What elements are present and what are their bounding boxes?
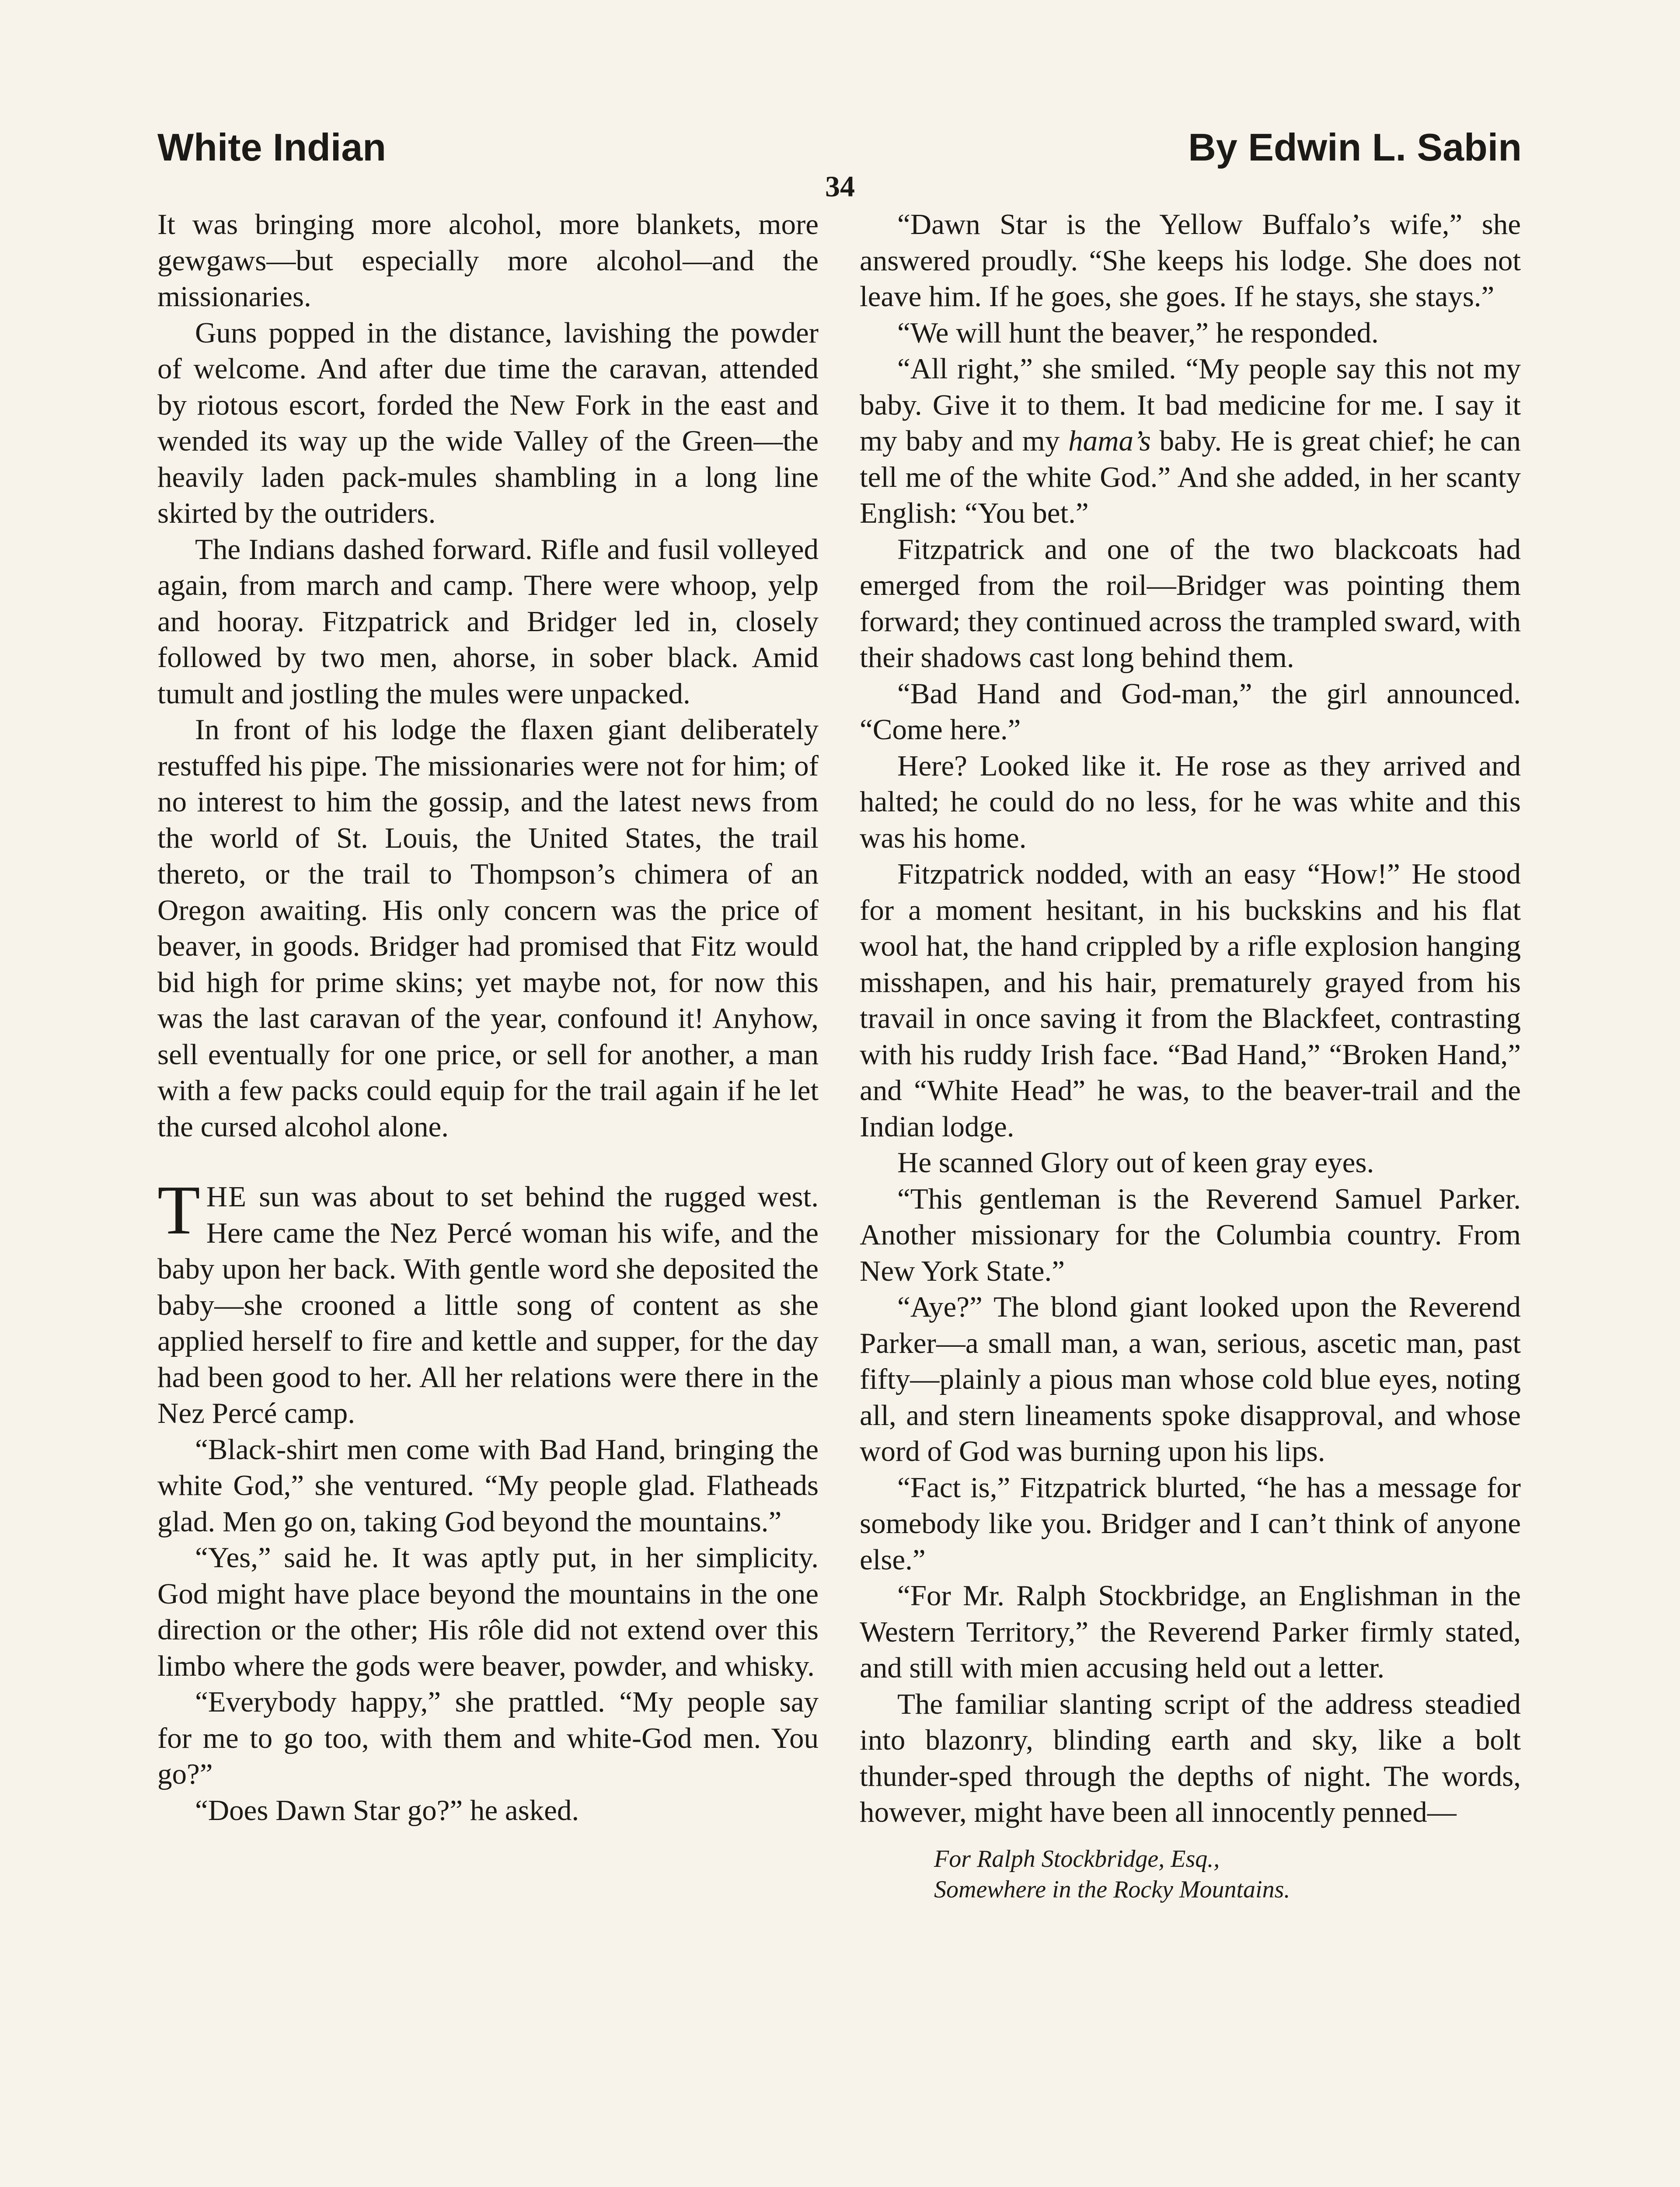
paragraph: “Black-shirt men come with Bad Hand, bringing the white God,” she ventured. “My people glad. Flatheads glad. Men go on, taking God beyond the mountains.” xyxy=(157,1433,819,1538)
paragraph: “Aye?” The blond giant looked upon the Reverend Parker—a small man, a wan, serious, ascetic man, past fifty—plainly a pious man whose cold blue eyes, noting all, and stern lineaments spoke disapproval, and whose word of God was burning upon his lips. xyxy=(860,1291,1521,1467)
paragraph-text: baby. He is great chief; he can tell me of the white God.” And she added, in her scanty English: “You bet.” xyxy=(860,425,1521,529)
letter-address-line-2: Somewhere in the Rocky Mountains. xyxy=(934,1876,1290,1903)
paragraph: “We will hunt the beaver,” he responded. xyxy=(897,316,1379,349)
paragraph: Here? Looked like it. He rose as they arrived and halted; he could do no less, for he was white and this was his home. xyxy=(860,749,1521,854)
paragraph: “For Mr. Ralph Stockbridge, an Englishman in the Western Territory,” the Reverend Parker firmly stated, and still with mien accusing held out a letter. xyxy=(860,1579,1521,1684)
paragraph: “Dawn Star is the Yellow Buffalo’s wife,” she answered proudly. “She keeps his lodge. She does not leave him. If he goes, she goes. If he stays, she stays.” xyxy=(860,208,1521,313)
right-column xyxy=(860,206,1521,1905)
paragraph: The familiar slanting script of the address steadied into blazonry, blinding earth and sky, like a bolt thunder-sped through the depths of night. The words, however, might have been all innocently penned— xyxy=(860,1687,1521,1828)
letter-address-line-1: For Ralph Stockbridge, Esq., xyxy=(934,1845,1220,1873)
italic-word: hama’s xyxy=(1068,425,1151,457)
paragraph: “Yes,” said he. It was aptly put, in her simplicity. God might have place beyond the mountains in the one direction or the other; His rôle did not extend over this limbo where the gods were beaver, powder, and whisky. xyxy=(157,1541,819,1682)
paragraph: In front of his lodge the flaxen giant deliberately restuffed his pipe. The missionaries were not for him; of no interest to him the gossip, and the latest news from the world of St. Louis, the United States, the trail thereto, or the trail to Thompson’s chimera of an Oregon awaiting. His only concern was the price of beaver, in goods. Bridger had promised that Fitz would bid high for prime skins; yet maybe not, for now this was the last caravan of the year, confound it! Anyhow, sell eventually for one price, or sell for another, a man with a few packs could equip for the trail again if he let the cursed alcohol alone. xyxy=(157,713,819,1143)
paragraph-text: “All right,” she smiled. “My people say this not my baby. Give it to them. It bad medicine for me. I say it my baby and my xyxy=(860,353,1521,457)
drop-cap: T xyxy=(157,1171,200,1249)
story-author: By Edwin L. Sabin xyxy=(1188,126,1522,169)
paragraph xyxy=(860,351,1521,531)
paragraph: He scanned Glory out of keen gray eyes. xyxy=(897,1146,1374,1179)
paragraph-text: sun was about to set behind the rugged west. Here came the Nez Percé woman his wife, and the baby upon her back. With gentle word she deposited the baby—she crooned a little song of content as she applied herself to fire and kettle and supper, for the day had been good to her. All her relations were there in the Nez Percé camp. xyxy=(157,1181,819,1429)
page-number: 34 xyxy=(825,170,855,203)
small-caps-lead: HE xyxy=(206,1181,247,1213)
paragraph: “Does Dawn Star go?” he asked. xyxy=(195,1794,579,1827)
paragraph: “This gentleman is the Reverend Samuel Parker. Another missionary for the Columbia country. From New York State.” xyxy=(860,1182,1521,1287)
paragraph: Fitzpatrick and one of the two blackcoats had emerged from the roil—Bridger was pointing them forward; they continued across the trampled sward, with their shadows cast long behind them. xyxy=(860,533,1521,674)
story-title: White Indian xyxy=(157,126,387,169)
left-column xyxy=(157,206,819,1828)
paragraph: Fitzpatrick nodded, with an easy “How!” He stood for a moment hesitant, in his buckskins and his flat wool hat, the hand crippled by a rifle explosion hanging misshapen, and his hair, prematurely grayed from his travail in once saving it from the Blackfeet, contrasting with his ruddy Irish face. “Bad Hand,” “Broken Hand,” and “White Head” he was, to the beaver-trail and the Indian lodge. xyxy=(860,858,1521,1143)
section-opening-paragraph xyxy=(157,1171,819,1432)
paragraph: “Fact is,” Fitzpatrick blurted, “he has a message for somebody like you. Bridger and I can’t think of anyone else.” xyxy=(860,1471,1521,1576)
paragraph: “Everybody happy,” she prattled. “My people say for me to go too, with them and white-God men. You go?” xyxy=(157,1686,819,1790)
paragraph: It was bringing more alcohol, more blankets, more gewgaws—but especially more alcohol—and the missionaries. xyxy=(157,208,819,313)
paragraph: “Bad Hand and God-man,” the girl announced. “Come here.” xyxy=(860,677,1521,746)
letter-address xyxy=(934,1844,1521,1905)
paragraph: Guns popped in the distance, lavishing the powder of welcome. And after due time the caravan, attended by riotous escort, forded the New Fork in the east and wended its way up the wide Valley of the Green—the heavily laden pack-mules shambling in a long line skirted by the outriders. xyxy=(157,316,819,529)
paragraph: The Indians dashed forward. Rifle and fusil volleyed again, from march and camp. There were whoop, yelp and hooray. Fitzpatrick and Bridger led in, closely followed by two men, ahorse, in sober black. Amid tumult and jostling the mules were unpacked. xyxy=(157,533,819,710)
